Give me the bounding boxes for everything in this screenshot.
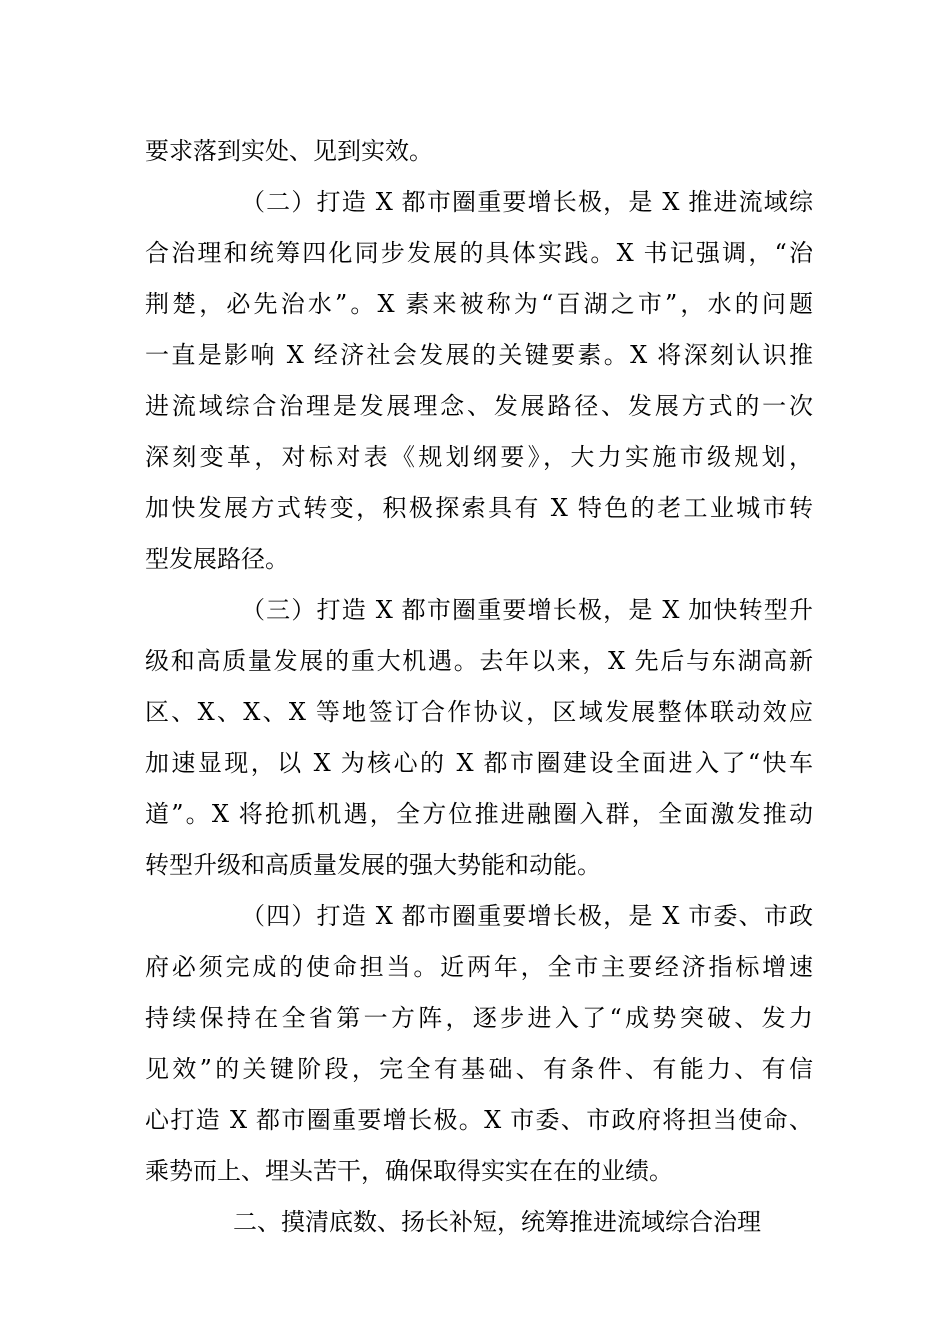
paragraph-line: 转型升级和高质量发展的强大势能和动能。 [145, 851, 601, 879]
paragraph-line: 见效”的关键阶段，完全有基础、有条件、有能力、有信 [145, 1055, 813, 1083]
paragraph [145, 177, 813, 585]
paragraph-line: 乘势而上、埋头苦干，确保取得实实在在的业绩。 [145, 1157, 673, 1185]
paragraph-line: 府必须完成的使命担当。近两年，全市主要经济指标增速 [145, 953, 813, 981]
paragraph-line: 深刻变革，对标对表《规划纲要》，大力实施市级规划， [145, 443, 813, 471]
paragraph [145, 585, 813, 891]
paragraph-line: 进流域综合治理是发展理念、发展路径、发展方式的一次 [145, 392, 813, 420]
paragraph-line: 道”。X 将抢抓机遇，全方位推进融圈入群，全面激发推动 [145, 800, 813, 828]
paragraph-line: 加速显现，以 X 为核心的 X 都市圈建设全面进入了“快车 [145, 749, 813, 777]
paragraph-line: 持续保持在全省第一方阵，逐步进入了“成势突破、发力 [145, 1004, 813, 1032]
paragraph-line: 级和高质量发展的重大机遇。去年以来，X 先后与东湖高新 [145, 647, 813, 675]
paragraph-line: （四）打造 X 都市圈重要增长极，是 X 市委、市政 [241, 902, 813, 930]
paragraph-line: 型发展路径。 [145, 545, 289, 573]
paragraph-line: 心打造 X 都市圈重要增长极。X 市委、市政府将担当使命、 [145, 1106, 813, 1134]
section-heading-text: 二、摸清底数、扬长补短，统筹推进流域综合治理 [233, 1208, 761, 1236]
document-body [145, 126, 813, 1248]
paragraph-line: 荆楚，必先治水”。X 素来被称为“百湖之市”，水的问题 [145, 290, 813, 318]
section-heading [145, 1197, 813, 1248]
paragraph-line: 一直是影响 X 经济社会发展的关键要素。X 将深刻认识推 [145, 341, 813, 369]
paragraph-line: （三）打造 X 都市圈重要增长极，是 X 加快转型升 [241, 596, 813, 624]
paragraph-line: 加快发展方式转变，积极探索具有 X 特色的老工业城市转 [145, 494, 813, 522]
paragraph-line: 区、X、X、X 等地签订合作协议，区域发展整体联动效应 [145, 698, 813, 726]
paragraph-line: （二）打造 X 都市圈重要增长极，是 X 推进流域综 [241, 188, 813, 216]
paragraph-line: 要求落到实处、见到实效。 [145, 137, 433, 165]
paragraph [145, 126, 813, 177]
paragraph [145, 891, 813, 1197]
paragraph-line: 合治理和统筹四化同步发展的具体实践。X 书记强调，“治 [145, 239, 813, 267]
